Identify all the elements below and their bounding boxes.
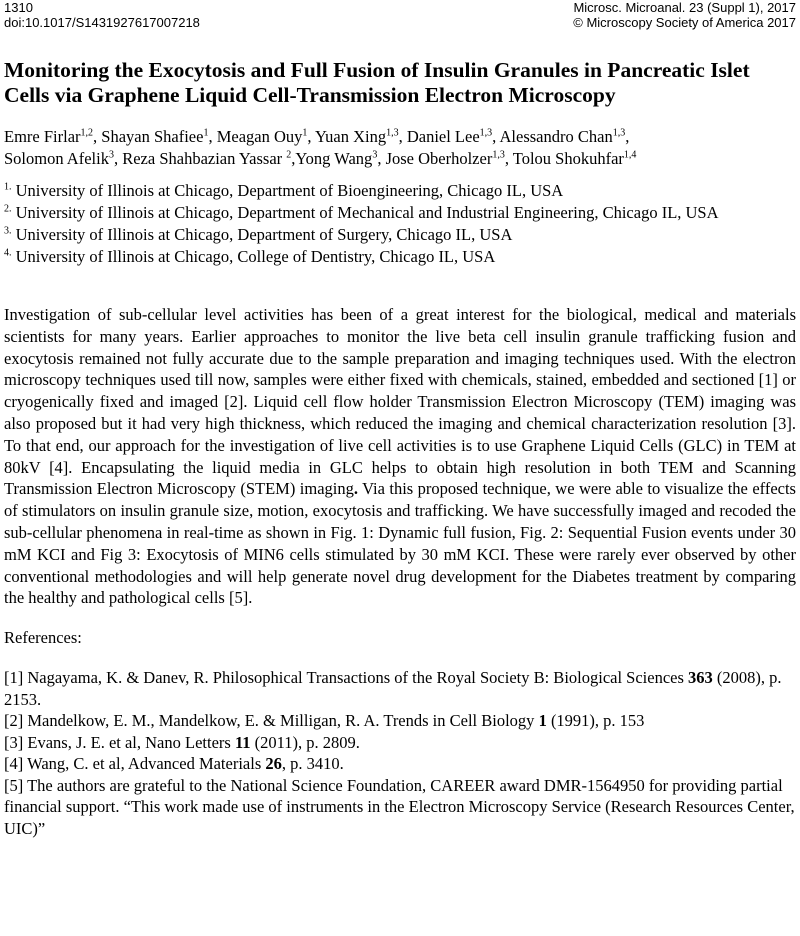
reference-item: [1] Nagayama, K. & Danev, R. Philosophical Transactions of the Royal Society B: Biological Sciences 363 (2008), p. 2153. — [4, 668, 782, 709]
affiliation: $^{3.}$ University of Illinois at Chicago, Department of Surgery, Chicago IL, USA — [4, 225, 513, 244]
author: Meagan Ouy$^1$, — [216, 127, 316, 146]
paper-body — [4, 58, 796, 839]
page-header — [0, 0, 800, 34]
reference-item: [4] Wang, C. et al, Advanced Materials 26, p. 3410. — [4, 754, 344, 774]
author: Alessandro Chan$^{1,3}$, — [499, 127, 630, 146]
affiliation: $^{4.}$ University of Illinois at Chicago, College of Dentistry, Chicago IL, USA — [4, 247, 496, 266]
doi: doi:10.1017/S1431927617007218 — [4, 15, 200, 30]
references-heading: References: — [4, 628, 82, 648]
copyright: © Microscopy Society of America 2017 — [573, 15, 796, 30]
header-left — [4, 0, 200, 30]
author: Yong Wang$^3$, — [295, 149, 386, 168]
affiliation-list — [4, 180, 796, 268]
reference-list — [4, 667, 796, 839]
reference-item: [3] Evans, J. E. et al, Nano Letters 11 (2011), p. 2809. — [4, 732, 360, 752]
reference-item: [2] Mandelkow, E. M., Mandelkow, E. & Milligan, R. A. Trends in Cell Biology 1 (1991), p. 153 — [4, 711, 645, 731]
author: Daniel Lee$^{1,3}$, — [406, 127, 500, 146]
author: Emre Firlar$^{1,2}$, — [4, 127, 102, 146]
author: Reza Shahbazian Yassar $^2$, — [122, 149, 296, 168]
reference-item: [5] The authors are grateful to the National Science Foundation, CAREER award DMR-1564950 for providing partial financial support. “This work made use of instruments in the Electron Microscopy Service (Research Resources Center, UIC)” — [4, 775, 795, 838]
affiliation: $^{2.}$ University of Illinois at Chicago, Department of Mechanical and Industrial Engineering, Chicago IL, USA — [4, 203, 719, 222]
affiliation: $^{1.}$ University of Illinois at Chicago, Department of Bioengineering, Chicago IL, USA — [4, 181, 564, 200]
author: Jose Oberholzer$^{1,3}$, — [385, 149, 513, 168]
paper-title: Monitoring the Exocytosis and Full Fusion of Insulin Granules in Pancreatic Islet Cells via Graphene Liquid Cell-Transmission Electron Microscopy — [4, 58, 750, 107]
author: Yuan Xing$^{1,3}$, — [315, 127, 407, 146]
header-right — [573, 0, 796, 30]
author: Tolou Shokuhfar$^{1,4}$ — [512, 149, 637, 168]
abstract-paragraph: Investigation of sub-cellular level activities has been of a great interest for the biological, medical and materials scientists for many years. Earlier approaches to monitor the live beta cell insulin granule trafficking fusion and exocytosis remained not fully accurate due to the sample preparation and imaging techniques used. With the electron microscopy techniques used till now, samples were either fixed with chemicals, stained, embedded and sectioned [1] or cryogenically fixed and imaged [2]. Liquid cell flow holder Transmission Electron Microscopy (TEM) imaging was also proposed but it had very high thickness, which reduced the imaging and chemical characterization resolution [3]. To that end, our approach for the investigation of live cell activities is to use Graphene Liquid Cells (GLC) in TEM at 80kV [4]. Encapsulating the liquid media in GLC helps to obtain high resolution in both TEM and Scanning Transmission Electron Microscopy (STEM) imaging. Via this proposed technique, we were able to visualize the effects of stimulators on insulin granule size, motion, exocytosis and trafficking. We have successfully imaged and recoded the sub-cellular phenomena in real-time as shown in Fig. 1: Dynamic full fusion, Fig. 2: Sequential Fusion events under 30 mM KCI and Fig 3: Exocytosis of MIN6 cells stimulated by 30 mM KCI. These were rarely ever observed by other conventional methodologies and will help generate novel drug development for the Diabetes treatment by comparing the healthy and pathological cells [5]. — [4, 305, 796, 608]
author-list — [4, 126, 796, 170]
author: Shayan Shafiee$^1$, — [101, 127, 217, 146]
journal-citation: Microsc. Microanal. 23 (Suppl 1), 2017 — [573, 0, 796, 15]
author: Solomon Afelik$^3$, — [4, 149, 123, 168]
page-number: 1310 — [4, 0, 33, 15]
